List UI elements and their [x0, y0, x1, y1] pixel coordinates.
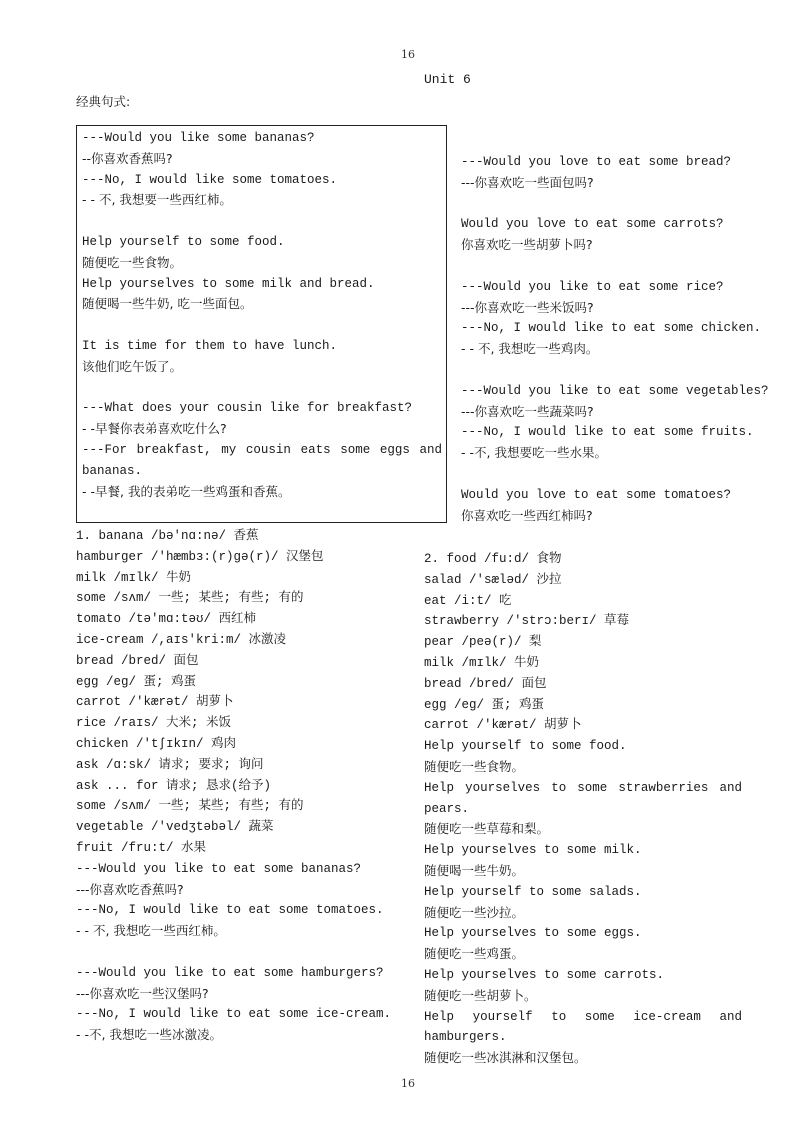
text-line: bananas.	[82, 463, 143, 478]
right-vocabulary-column	[424, 549, 742, 1069]
text-line: egg /eg/ 蛋; 鸡蛋	[76, 674, 197, 689]
text-line: Help yourself to some food.	[82, 234, 285, 249]
text-line: ---No, I would like to eat some ice-cream.	[76, 1007, 392, 1022]
text-line: chicken /'tʃɪkɪn/ 鸡肉	[76, 736, 237, 751]
text-line: 随便吃一些鸡蛋。	[424, 946, 525, 962]
text-line: 1. banana /bə'nɑ:nə/ 香蕉	[76, 529, 259, 543]
text-line: Help yourselves to some eggs.	[424, 926, 642, 941]
box-content	[82, 128, 442, 502]
text-line: Help yourself to some salads.	[424, 884, 642, 899]
text-line: 随便喝一些牛奶, 吃一些面包。	[82, 296, 253, 312]
text-line: It is time for them to have lunch.	[82, 338, 338, 353]
text-line: pear /peə(r)/ 梨	[424, 635, 542, 650]
text-line: ---你喜欢吃一些汉堡吗?	[76, 985, 209, 1001]
text-line: - - 不, 我想吃一些鸡肉。	[461, 341, 599, 357]
text-line: strawberry /'strɔ:berɪ/ 草莓	[424, 614, 630, 629]
text-line: 随便吃一些冰淇淋和汉堡包。	[424, 1050, 587, 1066]
spacer	[82, 211, 442, 232]
text-line: 随便吃一些草莓和梨。	[424, 821, 550, 837]
text-line: - -不, 我想要吃一些水果。	[461, 445, 607, 461]
text-line: 你喜欢吃一些胡萝卜吗?	[461, 237, 593, 253]
text-line: - -不, 我想吃一些冰激凌。	[76, 1027, 222, 1043]
text-line: carrot /'kærət/ 胡萝卜	[76, 695, 234, 710]
text-line: ---你喜欢吃一些蔬菜吗?	[461, 403, 594, 419]
text-line: Would you love to eat some carrots?	[461, 217, 724, 232]
text-line: egg /eg/ 蛋; 鸡蛋	[424, 697, 545, 712]
text-line: ---Would you love to eat some bread?	[461, 155, 732, 169]
text-line: ask ... for 请求; 恳求(给予)	[76, 778, 272, 793]
text-line: ---Would you like some bananas?	[82, 131, 315, 145]
text-line: --你喜欢香蕉吗?	[82, 150, 173, 166]
text-line: tomato /tə'mɑ:təʊ/ 西红柿	[76, 612, 257, 627]
text-line: 你喜欢吃一些西红柿吗?	[461, 507, 593, 523]
text-line: 随便吃一些食物。	[82, 254, 183, 270]
text-line: ---Would you like to eat some vegetables?	[461, 383, 769, 398]
text-line: bread /bred/ 面包	[76, 653, 199, 668]
spacer	[461, 194, 741, 215]
text-line: eat /i:t/ 吃	[424, 593, 512, 608]
spacer	[461, 360, 741, 381]
text-line: Help yourself to some food.	[424, 739, 627, 754]
text-line: Help yourselves to some strawberries and	[424, 780, 742, 795]
text-line: 该他们吃午饭了。	[82, 358, 183, 374]
text-line: ---No, I would like to eat some chicken.	[461, 321, 762, 336]
text-line: salad /'sæləd/ 沙拉	[424, 572, 562, 587]
text-line: - - 不, 我想要一些西红柿。	[82, 192, 232, 208]
text-line: milk /mɪlk/ 牛奶	[424, 655, 540, 670]
text-line: fruit /fru:t/ 水果	[76, 840, 207, 855]
text-line: ask /ɑ:sk/ 请求; 要求; 询问	[76, 757, 264, 772]
text-line: ---No, I would like to eat some fruits.	[461, 425, 754, 440]
text-line: ---你喜欢吃一些面包吗?	[461, 174, 594, 190]
page-number-bottom: 16	[401, 1077, 415, 1090]
text-line: 随便吃一些沙拉。	[424, 904, 525, 920]
text-line: 随便吃一些胡萝卜。	[424, 987, 537, 1003]
text-line: Help yourself to some ice-cream and	[424, 1009, 742, 1024]
spacer	[461, 464, 741, 485]
text-line: Help yourselves to some milk.	[424, 843, 642, 858]
spacer	[82, 378, 442, 399]
text-line: ---No, I would like to eat some tomatoes.	[76, 903, 384, 918]
left-vocabulary-column	[76, 526, 392, 1046]
text-line: hamburgers.	[424, 1030, 507, 1045]
text-line: ---No, I would like some tomatoes.	[82, 172, 338, 187]
unit-title: Unit 6	[424, 72, 471, 87]
text-line: ---What does your cousin like for breakfast?	[82, 401, 413, 416]
text-line: ---For breakfast, my cousin eats some eggs and	[82, 442, 442, 457]
right-top-column	[461, 152, 769, 526]
text-line: rice /raɪs/ 大米; 米饭	[76, 716, 232, 731]
text-line: - - 不, 我想吃一些西红柿。	[76, 923, 226, 939]
spacer	[76, 942, 386, 963]
text-line: vegetable /'vedʒtəbəl/ 蔬菜	[76, 820, 274, 835]
text-line: ---Would you like to eat some rice?	[461, 279, 724, 294]
text-line: pears.	[424, 801, 470, 816]
text-line: bread /bred/ 面包	[424, 676, 547, 691]
text-line: hamburger /'hæmbɜ:(r)gə(r)/ 汉堡包	[76, 549, 324, 564]
text-line: ---你喜欢吃一些米饭吗?	[461, 299, 594, 315]
text-line: carrot /'kærət/ 胡萝卜	[424, 718, 582, 733]
page-number-top: 16	[401, 48, 415, 61]
spacer	[461, 256, 741, 277]
text-line: ---Would you like to eat some hamburgers?	[76, 965, 384, 980]
text-line: 随便吃一些食物。	[424, 758, 525, 774]
text-line: - -早餐你表弟喜欢吃什么?	[82, 421, 227, 437]
text-line: 随便喝一些牛奶。	[424, 862, 525, 878]
section-label: 经典句式:	[76, 94, 131, 109]
text-line: ---你喜欢吃香蕉吗?	[76, 881, 184, 897]
text-line: ice-cream /,aɪs'kri:m/ 冰激凌	[76, 632, 287, 647]
text-line: Help yourselves to some milk and bread.	[82, 276, 375, 291]
text-line: Help yourselves to some carrots.	[424, 967, 665, 982]
text-line: 2. food /fu:d/ 食物	[424, 552, 562, 566]
text-line: some /sʌm/ 一些; 某些; 有些; 有的	[76, 799, 304, 814]
text-line: - -早餐, 我的表弟吃一些鸡蛋和香蕉。	[82, 483, 291, 499]
text-line: Would you love to eat some tomatoes?	[461, 487, 732, 502]
spacer	[82, 315, 442, 336]
text-line: milk /mɪlk/ 牛奶	[76, 570, 192, 585]
text-line: ---Would you like to eat some bananas?	[76, 861, 362, 876]
text-line: some /sʌm/ 一些; 某些; 有些; 有的	[76, 591, 304, 606]
